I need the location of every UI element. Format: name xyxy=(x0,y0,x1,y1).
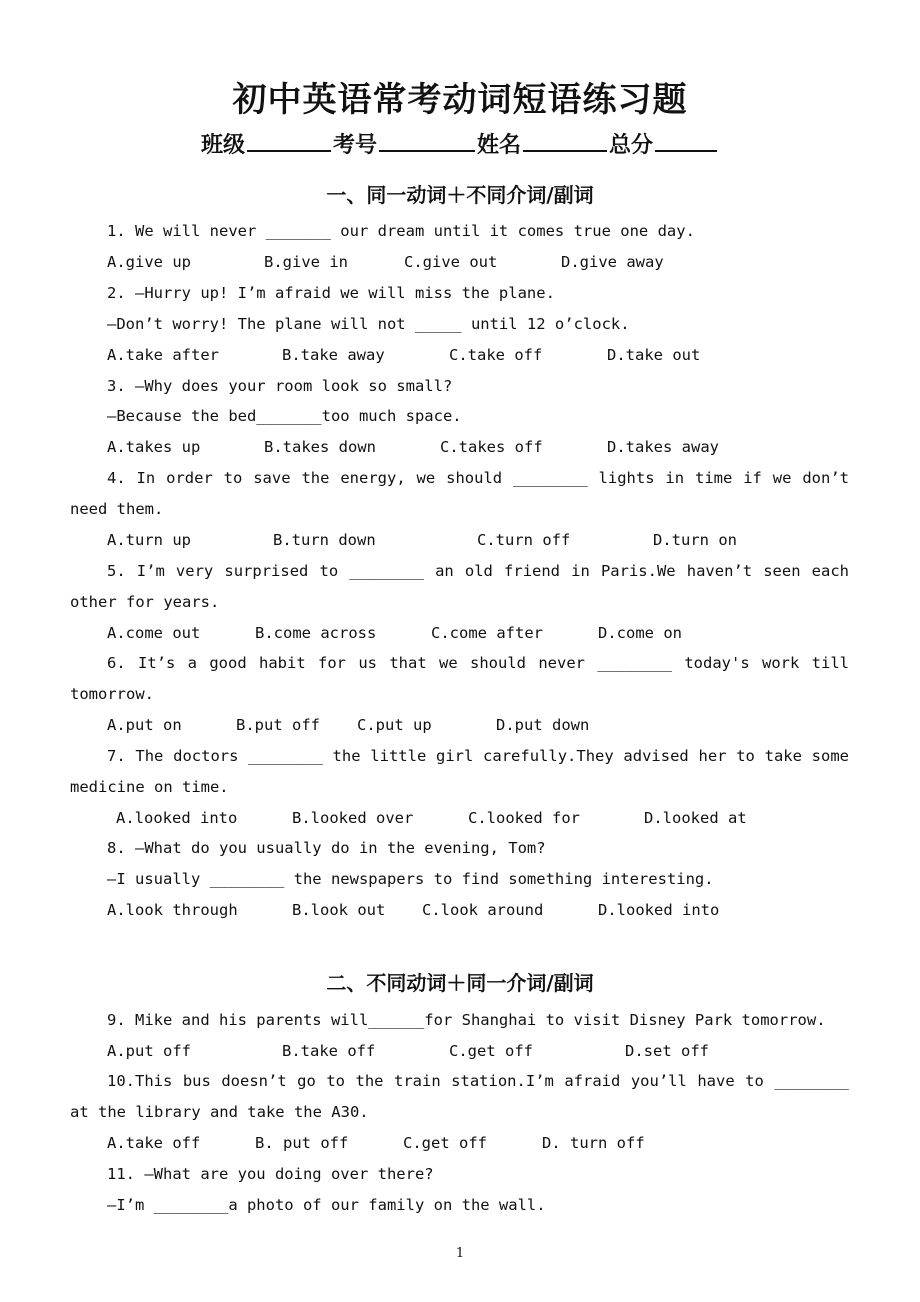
q9-option-c: C.get off xyxy=(449,1042,533,1060)
question-3-line-1: 3. —Why does your room look so small? xyxy=(107,377,453,395)
question-4-line-1: 4. In order to save the energy, we should ________ lights in time if we don’t xyxy=(107,469,849,487)
q7-option-c: C.looked for xyxy=(468,809,580,827)
page-title: 初中英语常考动词短语练习题 xyxy=(232,80,688,120)
class-blank[interactable] xyxy=(247,130,331,152)
q10-option-d: D. turn off xyxy=(542,1134,645,1152)
question-1: 1. We will never _______ our dream until it comes true one day. xyxy=(107,222,695,240)
q1-option-c: C.give out xyxy=(404,253,498,271)
q9-option-b: B.take off xyxy=(282,1042,376,1060)
question-10-line-1: 10.This bus doesn’t go to the train station.I’m afraid you’ll have to ________ xyxy=(107,1072,849,1090)
q10-option-c: C.get off xyxy=(403,1134,487,1152)
question-3-line-2: —Because the bed_______too much space. xyxy=(107,407,462,425)
q9-option-d: D.set off xyxy=(625,1042,709,1060)
q5-option-b: B.come across xyxy=(255,624,377,642)
name-label: 姓名 xyxy=(477,133,522,158)
question-8-line-1: 8. —What do you usually do in the evening, Tom? xyxy=(107,839,546,857)
q8-option-b: B.look out xyxy=(292,901,386,919)
score-blank[interactable] xyxy=(655,130,717,152)
question-7-line-1: 7. The doctors ________ the little girl carefully.They advised her to take some xyxy=(107,747,849,765)
question-6-line-1: 6. It’s a good habit for us that we should never ________ today's work till xyxy=(107,654,849,672)
question-6-line-2: tomorrow. xyxy=(70,685,154,703)
class-label: 班级 xyxy=(200,133,245,158)
q6-option-d: D.put down xyxy=(496,716,590,734)
q3-option-a: A.takes up xyxy=(107,438,201,456)
q1-option-d: D.give away xyxy=(561,253,664,271)
exam-no-blank[interactable] xyxy=(379,130,475,152)
q4-option-c: C.turn off xyxy=(477,531,571,549)
q6-option-b: B.put off xyxy=(236,716,320,734)
q3-option-d: D.takes away xyxy=(607,438,719,456)
q2-option-d: D.take out xyxy=(607,346,701,364)
name-blank[interactable] xyxy=(523,130,607,152)
student-info-line xyxy=(0,128,920,159)
q1-option-b: B.give in xyxy=(264,253,348,271)
q4-option-d: D.turn on xyxy=(653,531,737,549)
question-11-line-2: —I’m ________a photo of our family on the wall. xyxy=(107,1196,546,1214)
q2-option-b: B.take away xyxy=(282,346,385,364)
question-4-line-2: need them. xyxy=(70,500,164,518)
q6-option-a: A.put on xyxy=(107,716,182,734)
q8-option-d: D.looked into xyxy=(598,901,720,919)
section-heading-2: 二、不同动词＋同一介词/副词 xyxy=(326,971,594,995)
q2-option-a: A.take after xyxy=(107,346,219,364)
q4-option-a: A.turn up xyxy=(107,531,191,549)
q10-option-a: A.take off xyxy=(107,1134,201,1152)
q7-option-a: A.looked into xyxy=(116,809,238,827)
q8-option-c: C.look around xyxy=(422,901,544,919)
q3-option-b: B.takes down xyxy=(264,438,376,456)
question-5-line-1: 5. I’m very surprised to ________ an old friend in Paris.We haven’t seen each xyxy=(107,562,849,580)
page-number: 1 xyxy=(455,1246,465,1261)
q10-option-b: B. put off xyxy=(255,1134,349,1152)
question-7-line-2: medicine on time. xyxy=(70,778,229,796)
q6-option-c: C.put up xyxy=(357,716,432,734)
q5-option-c: C.come after xyxy=(431,624,543,642)
q8-option-a: A.look through xyxy=(107,901,238,919)
q7-option-d: D.looked at xyxy=(644,809,747,827)
q1-option-a: A.give up xyxy=(107,253,191,271)
q5-option-a: A.come out xyxy=(107,624,201,642)
q3-option-c: C.takes off xyxy=(440,438,543,456)
question-2-line-2: —Don’t worry! The plane will not _____ until 12 o’clock. xyxy=(107,315,630,333)
question-10-line-2: at the library and take the A30. xyxy=(70,1103,369,1121)
q5-option-d: D.come on xyxy=(598,624,682,642)
question-5-line-2: other for years. xyxy=(70,593,220,611)
question-11-line-1: 11. —What are you doing over there? xyxy=(107,1165,434,1183)
q4-option-b: B.turn down xyxy=(273,531,376,549)
question-8-line-2: —I usually ________ the newspapers to find something interesting. xyxy=(107,870,714,888)
score-label: 总分 xyxy=(609,133,654,158)
exam-no-label: 考号 xyxy=(332,133,377,158)
section-heading-1: 一、同一动词＋不同介词/副词 xyxy=(326,183,594,207)
q9-option-a: A.put off xyxy=(107,1042,191,1060)
q7-option-b: B.looked over xyxy=(292,809,414,827)
question-9: 9. Mike and his parents will______for Shanghai to visit Disney Park tomorrow. xyxy=(107,1011,826,1029)
question-2-line-1: 2. —Hurry up! I’m afraid we will miss the plane. xyxy=(107,284,555,302)
q2-option-c: C.take off xyxy=(449,346,543,364)
